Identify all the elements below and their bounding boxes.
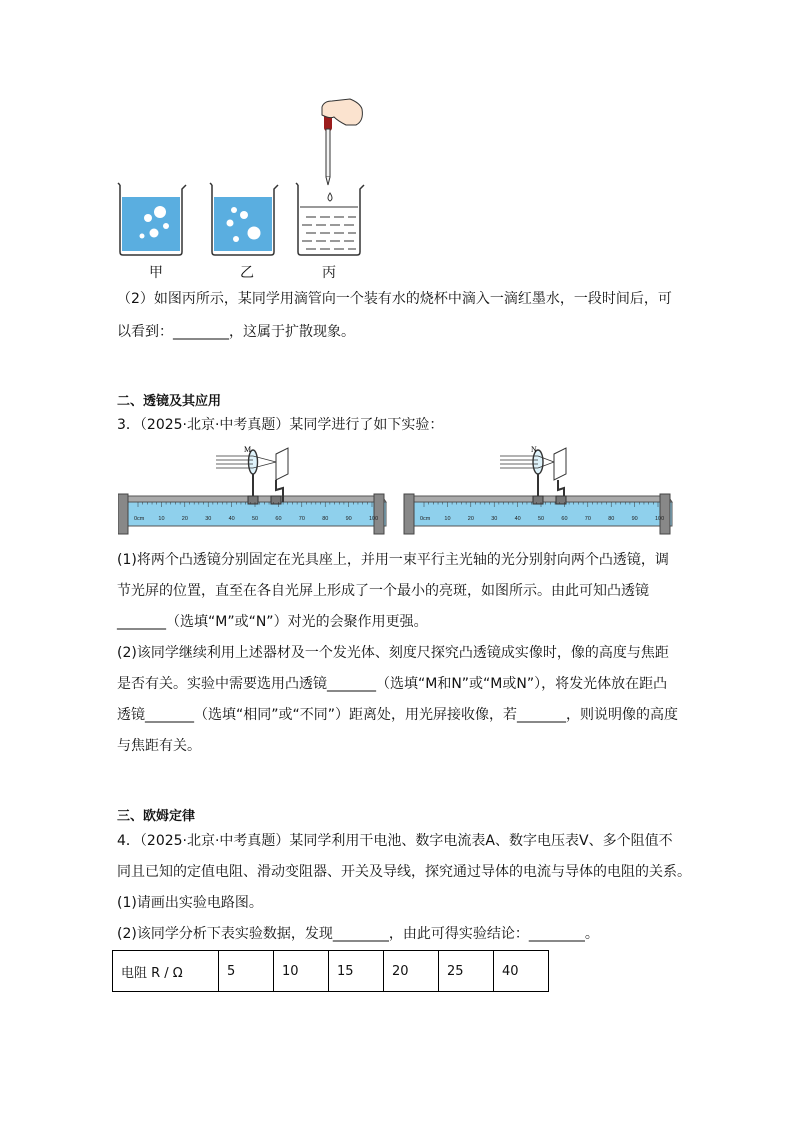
table-row [113,951,549,992]
question-3-intro: 3．（2025·北京·中考真题）某同学进行了如下实验： [117,417,444,433]
question-3-part-2-line-1: (2)该同学继续利用上述器材及一个发光体、刻度尺探究凸透镜成实像时，像的高度与焦距 [117,645,669,661]
table-cell: 25 [439,951,494,992]
ruler-tick-label: 50 [538,516,545,522]
question-4-part-2: (2)该同学分析下表实验数据，发现________，由此可得实验结论：________。 [117,926,599,942]
optical-bench-figure [118,444,678,536]
question-2-part-2-line-2: 以看到：________，这属于扩散现象。 [117,324,355,340]
question-3-part-1-line-1: (1)将两个凸透镜分别固定在光具座上，并用一束平行主光轴的光分别射向两个凸透镜，调 [117,552,669,568]
bubble [227,220,234,227]
dropper-tube [326,129,330,177]
ruler-tick-label: 80 [322,516,329,522]
ruler-tick-label: 60 [275,516,282,522]
ruler-tick-label: 20 [467,516,474,522]
ruler-tick-label: 70 [298,516,305,522]
question-3-part-2-line-3: 透镜_______（选填“相同”或“不同”）距离处，用光屏接收像，若_______，则说明像的高度 [117,707,679,723]
question-4-line-1: 4．（2025·北京·中考真题）某同学利用干电池、数字电流表A、数字电压表V、多个阻值不 [117,833,673,849]
ruler-tick-label: 90 [631,516,638,522]
resistance-table [112,950,549,992]
question-3-part-1-line-2: 节光屏的位置，直至在各自光屏上形成了一个最小的亮斑，如图所示。由此可知凸透镜 [117,583,649,599]
table-header-cell: 电阻 R / Ω [113,951,219,992]
lens-label-n: N [531,445,537,454]
question-3-part-2-line-2: 是否有关。实验中需要选用凸透镜_______（选填“M和N”或“M或N”），将发光体放在距凸 [117,676,668,692]
figure-label-jia: 甲 [149,265,163,281]
table-cell: 10 [274,951,329,992]
question-4-line-2: 同且已知的定值电阻、滑动变阻器、开关及导线，探究通过导体的电流与导体的电阻的关系。 [117,864,691,880]
table-cell: 5 [219,951,274,992]
ruler-tick-label: 90 [345,516,352,522]
question-4-part-1: (1)请画出实验电路图。 [117,895,263,911]
ruler-tick-label: 60 [561,516,568,522]
question-2-part-2-line-1: （2）如图丙所示，某同学用滴管向一个装有水的烧杯中滴入一滴红墨水，一段时间后，可 [117,291,672,307]
ruler-tick-label: 50 [252,516,259,522]
bubble [240,211,248,219]
bubble [248,227,261,240]
table-cell: 40 [494,951,549,992]
bubble [140,234,145,239]
beaker-yi [210,183,278,255]
bubble [150,229,159,238]
bubble [144,214,152,222]
bubble [154,206,166,218]
ruler-tick-label: 0cm [134,516,145,522]
ruler-tick-label: 30 [491,516,498,522]
ruler-tick-label: 0cm [420,516,431,522]
ruler-tick-label: 10 [444,516,451,522]
ink-drop [328,193,332,201]
table-cell: 20 [384,951,439,992]
question-3-part-2-line-4: 与焦距有关。 [117,738,201,754]
ruler-tick-label: 20 [181,516,188,522]
question-3-part-1-line-3: _______（选填“M”或“N”）对光的会聚作用更强。 [117,614,428,630]
ruler-tick-label: 70 [584,516,591,522]
beaker-jia [118,183,186,255]
bubble [163,223,169,229]
bubble [231,207,237,213]
figure-label-yi: 乙 [240,265,254,281]
ruler-tick-label: 100 [655,516,665,522]
section-2-heading: 二、透镜及其应用 [117,394,222,409]
beaker-figure [110,95,400,260]
bubble [233,236,239,242]
lens-label-m: M [244,445,252,454]
table-cell: 15 [329,951,384,992]
figure-label-bing: 丙 [322,265,336,281]
section-3-heading: 三、欧姆定律 [117,809,196,824]
ruler-tick-label: 30 [205,516,212,522]
ruler-tick-label: 10 [158,516,165,522]
beaker-bing [296,99,364,255]
ruler-tick-label: 80 [608,516,615,522]
ruler-tick-label: 40 [228,516,235,522]
ruler-tick-label: 40 [514,516,521,522]
ruler-tick-label: 100 [369,516,379,522]
